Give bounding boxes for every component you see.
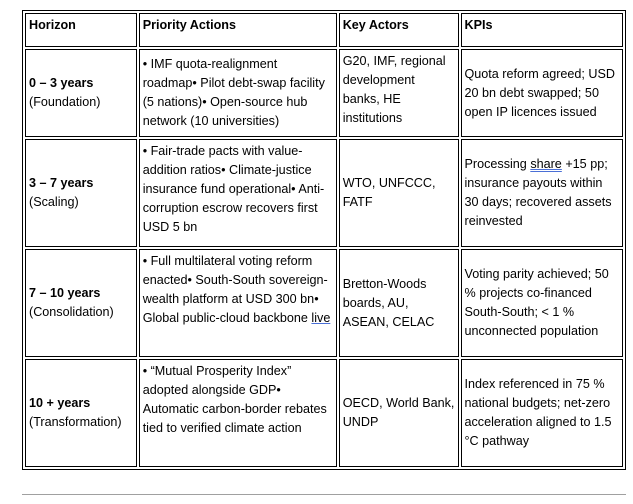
- table-row: [25, 249, 623, 357]
- actors-cell: G20, IMF, regional development banks, HE institutions: [339, 49, 459, 137]
- actions-cell: [139, 249, 337, 357]
- horizon-cell: [25, 249, 137, 357]
- proofing-marked-word: live: [311, 311, 331, 325]
- horizon-cell: [25, 139, 137, 247]
- horizon-range: 0 – 3 years: [29, 76, 94, 90]
- actions-text: • Full multilateral voting reform enacted• South-South sovereign-wealth platform at USD 300 bn• Global public-cloud backbone: [142, 254, 328, 325]
- header-horizon: Horizon: [25, 13, 137, 47]
- kpis-text-end: +15 pp; insurance payouts within 30 days; recovered assets reinvested: [464, 157, 612, 228]
- kpis-text-start: Processing: [464, 157, 531, 171]
- horizon-range: 7 – 10 years: [29, 286, 101, 300]
- kpis-cell: Voting parity achieved; 50 % projects co-financed South-South; < 1 % unconnected population: [461, 249, 624, 357]
- header-key-actors: Key Actors: [339, 13, 459, 47]
- proofing-marked-word: share: [530, 157, 562, 171]
- horizon-cell: [25, 359, 137, 467]
- horizon-phase: (Scaling): [29, 195, 79, 209]
- header-kpis: KPIs: [461, 13, 624, 47]
- page-divider: [22, 494, 626, 495]
- roadmap-table: [22, 10, 626, 470]
- horizon-range: 10 + years: [29, 396, 91, 410]
- table-row: [25, 359, 623, 467]
- horizon-phase: (Foundation): [29, 95, 101, 109]
- horizon-phase: (Consolidation): [29, 305, 114, 319]
- header-row: [25, 13, 623, 47]
- horizon-cell: [25, 49, 137, 137]
- actions-cell: • “Mutual Prosperity Index” adopted alongside GDP• Automatic carbon-border rebates tied to verified climate action: [139, 359, 337, 467]
- actors-cell: WTO, UNFCCC, FATF: [339, 139, 459, 247]
- kpis-cell: Index referenced in 75 % national budgets; net-zero acceleration aligned to 1.5 °C pathway: [461, 359, 624, 467]
- horizon-range: 3 – 7 years: [29, 176, 94, 190]
- header-priority-actions: Priority Actions: [139, 13, 337, 47]
- actions-cell: • Fair-trade pacts with value-addition ratios• Climate-justice insurance fund operational• Anti-corruption escrow recovers first USD 5 bn: [139, 139, 337, 247]
- actors-cell: OECD, World Bank, UNDP: [339, 359, 459, 467]
- kpis-cell: Quota reform agreed; USD 20 bn debt swapped; 50 open IP licences issued: [461, 49, 624, 137]
- actors-cell: Bretton-Woods boards, AU, ASEAN, CELAC: [339, 249, 459, 357]
- actions-cell: • IMF quota-realignment roadmap• Pilot debt-swap facility (5 nations)• Open-source hub network (10 universities): [139, 49, 337, 137]
- table-row: [25, 139, 623, 247]
- horizon-phase: (Transformation): [29, 415, 122, 429]
- table-row: [25, 49, 623, 137]
- kpis-cell: [461, 139, 624, 247]
